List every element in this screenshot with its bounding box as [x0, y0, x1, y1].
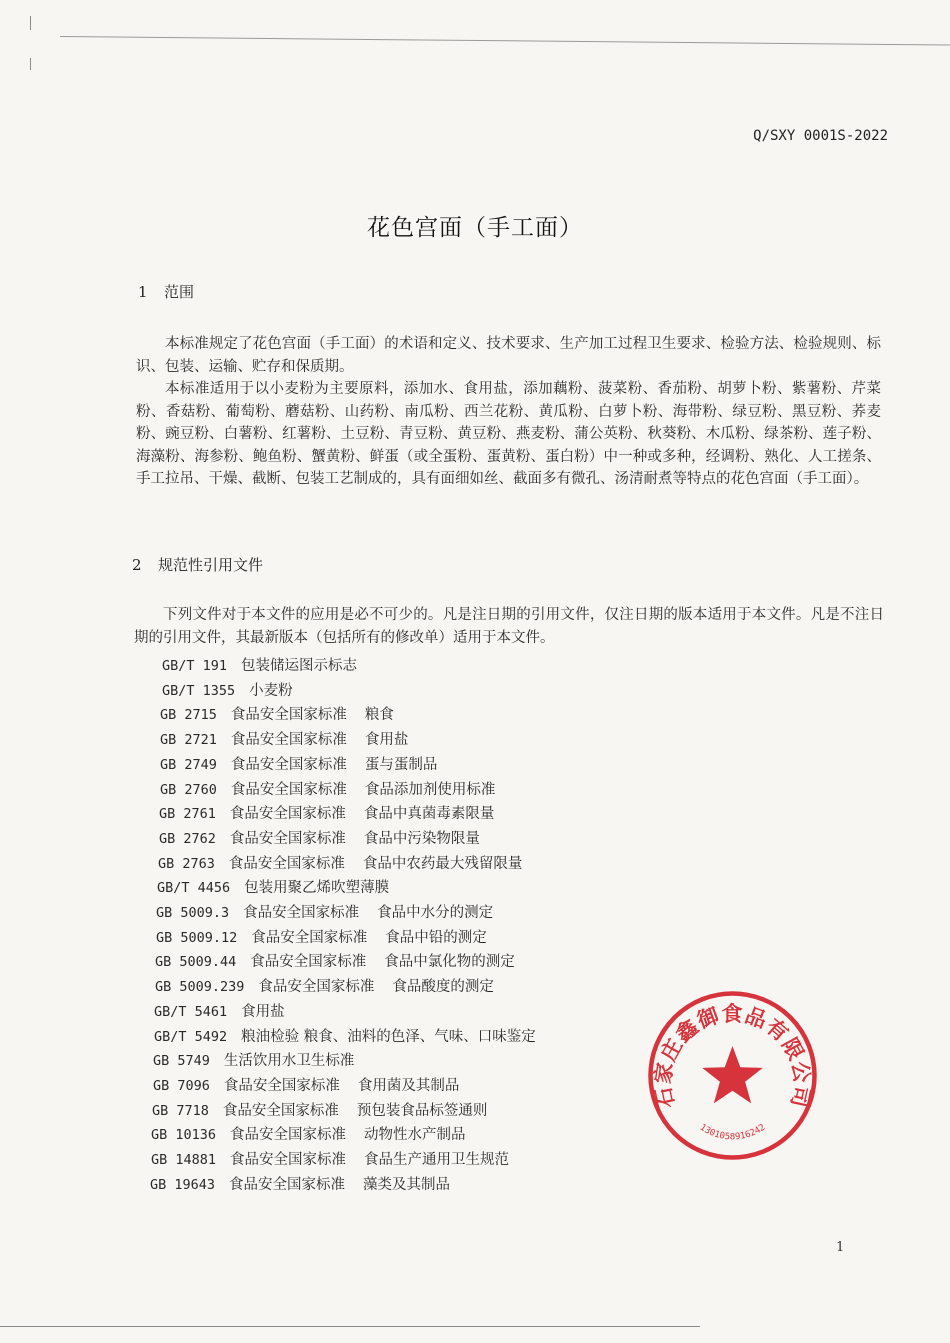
reference-subtitle: 食品中真菌毒素限量 — [363, 806, 495, 823]
reference-item — [159, 802, 494, 823]
reference-code: GB 14881 — [151, 1152, 217, 1168]
scope-paragraph-2: 本标准适用于以小麦粉为主要原料，添加水、食用盐，添加藕粉、菠菜粉、香茄粉、胡萝卜粉、紫薯粉、芹菜粉、香菇粉、葡萄粉、蘑菇粉、山药粉、南瓜粉、西兰花粉、黄瓜粉、白萝卜粉、海带粉、绿豆粉、黑豆粉、荞麦粉、豌豆粉、白薯粉、红薯粉、土豆粉、青豆粉、黄豆粉、燕麦粉、蒲公英粉、秋葵粉、木瓜粉、绿茶粉、莲子粉、海藻粉、海参粉、鲍鱼粉、蟹黄粉、鲜蛋（或全蛋粉、蛋黄粉、蛋白粉）中一种或多种，经调粉、熟化、人工搓条、手工拉吊、干燥、截断、包装工艺制成的，具有面细如丝、截面多有微孔、汤清耐煮等特点的花色宫面（手工面）。 — [136, 381, 881, 487]
reference-title: 食品安全国家标准 — [258, 979, 375, 996]
reference-title: 粮油检验 粮食、油料的色泽、气味、口味鉴定 — [241, 1028, 536, 1045]
reference-title: 食品安全国家标准 — [230, 781, 347, 798]
reference-title: 食品安全国家标准 — [250, 954, 367, 971]
reference-code: GB 7096 — [153, 1077, 210, 1094]
section-2-heading — [132, 554, 263, 575]
reference-subtitle: 动物性水产制品 — [364, 1127, 466, 1144]
section-1-heading — [138, 281, 194, 302]
reference-code: GB 7718 — [152, 1102, 209, 1119]
reference-item — [157, 876, 407, 897]
reference-item — [152, 1099, 487, 1120]
reference-code: GB/T 191 — [162, 658, 228, 674]
scan-mark — [30, 16, 31, 30]
reference-title: 食品安全国家标准 — [229, 830, 346, 847]
reference-code: GB 2721 — [160, 732, 217, 749]
scan-mark — [30, 58, 31, 70]
seal-number-text: 1301058916242 — [697, 1122, 768, 1143]
reference-item — [160, 778, 495, 799]
document-code: Q/SXY 0001S-2022 — [753, 128, 888, 144]
reference-title: 食品安全国家标准 — [229, 1176, 346, 1193]
reference-title: 食品安全国家标准 — [251, 929, 368, 946]
reference-item — [155, 950, 515, 971]
reference-subtitle: 食品酸度的测定 — [392, 979, 494, 996]
reference-subtitle: 食品中污染物限量 — [363, 830, 480, 847]
references-intro: 下列文件对于本文件的应用是必不可少的。凡是注日期的引用文件，仅注日期的版本适用于本文件。凡是不注日期的引用文件，其最新版本（包括所有的修改单）适用于本文件。 — [134, 607, 884, 646]
reference-title: 食品安全国家标准 — [228, 855, 345, 872]
reference-code: GB/T 5492 — [154, 1028, 228, 1045]
reference-item — [158, 852, 522, 873]
reference-title: 生活饮用水卫生标准 — [223, 1053, 355, 1070]
reference-code: GB 5009.12 — [156, 929, 238, 946]
reference-item — [155, 975, 494, 996]
reference-code: GB 2760 — [160, 781, 217, 798]
reference-title: 食品安全国家标准 — [230, 1152, 347, 1168]
reference-item — [153, 1074, 459, 1095]
reference-subtitle: 食品中农药最大残留限量 — [362, 855, 523, 872]
reference-code: GB 5009.239 — [155, 979, 245, 996]
reference-item — [162, 654, 375, 675]
reference-title: 食品安全国家标准 — [230, 732, 347, 749]
reference-subtitle: 食品中铅的测定 — [385, 929, 487, 946]
reference-code: GB 2749 — [160, 756, 217, 773]
reference-subtitle: 食品中氯化物的测定 — [384, 954, 515, 971]
reference-title: 食品安全国家标准 — [230, 707, 347, 724]
reference-code: GB 5749 — [153, 1053, 210, 1070]
reference-title: 小麦粉 — [249, 682, 293, 699]
reference-subtitle: 蛋与蛋制品 — [364, 756, 438, 773]
company-seal-stamp — [645, 988, 820, 1163]
reference-subtitle: 粮食 — [364, 707, 394, 724]
seal-company-text: 石家庄鑫御食品有限公司 — [649, 1000, 816, 1111]
reference-subtitle: 食用菌及其制品 — [357, 1077, 460, 1094]
reference-subtitle: 预包装食品标签通则 — [356, 1102, 488, 1119]
reference-item — [151, 1148, 509, 1169]
reference-title: 食品安全国家标准 — [243, 905, 360, 921]
reference-item — [154, 1025, 554, 1046]
reference-code: GB/T 1355 — [162, 682, 236, 699]
reference-item — [159, 827, 480, 848]
reference-item — [162, 679, 311, 700]
reference-item — [160, 703, 394, 724]
reference-title: 食用盐 — [241, 1003, 285, 1020]
page-number: 1 — [836, 1240, 845, 1255]
reference-item — [156, 926, 487, 947]
reference-subtitle: 食用盐 — [364, 732, 409, 749]
reference-title: 包装储运图示标志 — [241, 658, 358, 674]
reference-subtitle: 食品生产通用卫生规范 — [364, 1152, 510, 1168]
section-number: 2 — [132, 556, 142, 574]
reference-item — [150, 1173, 450, 1194]
reference-code: GB 10136 — [151, 1127, 217, 1144]
reference-code: GB 2763 — [158, 855, 215, 872]
reference-item — [160, 728, 408, 749]
seal-star-icon — [702, 1046, 763, 1103]
reference-title: 包装用聚乙烯吹塑薄膜 — [244, 880, 390, 897]
reference-title: 食品安全国家标准 — [223, 1077, 340, 1094]
reference-code: GB 5009.44 — [155, 954, 237, 971]
reference-code: GB 2762 — [159, 830, 216, 847]
reference-subtitle: 食品添加剂使用标准 — [364, 781, 496, 798]
section-title: 规范性引用文件 — [158, 556, 264, 574]
reference-code: GB 5009.3 — [156, 905, 230, 921]
reference-code: GB 2715 — [160, 707, 217, 724]
reference-item — [160, 753, 437, 774]
reference-item — [153, 1049, 372, 1070]
reference-subtitle: 食品中水分的测定 — [377, 905, 494, 921]
reference-item — [151, 1123, 466, 1144]
reference-item — [154, 1000, 303, 1021]
reference-item — [156, 901, 493, 922]
reference-code: GB 19643 — [150, 1176, 216, 1193]
page-edge-line — [0, 1326, 700, 1327]
reference-code: GB/T 4456 — [157, 880, 231, 897]
section-title: 范围 — [164, 283, 195, 301]
reference-title: 食品安全国家标准 — [222, 1102, 339, 1119]
reference-title: 食品安全国家标准 — [229, 806, 346, 823]
page-edge-line — [60, 36, 950, 46]
reference-code: GB 2761 — [159, 806, 216, 823]
reference-code: GB/T 5461 — [154, 1003, 228, 1020]
document-title: 花色宫面（手工面） — [367, 215, 583, 241]
reference-title: 食品安全国家标准 — [230, 1127, 347, 1144]
section-number: 1 — [138, 283, 148, 301]
reference-title: 食品安全国家标准 — [230, 756, 347, 773]
reference-subtitle: 藻类及其制品 — [363, 1176, 451, 1193]
scope-paragraph-1: 本标准规定了花色宫面（手工面）的术语和定义、技术要求、生产加工过程卫生要求、检验方法、检验规则、标识、包装、运输、贮存和保质期。 — [136, 336, 881, 375]
